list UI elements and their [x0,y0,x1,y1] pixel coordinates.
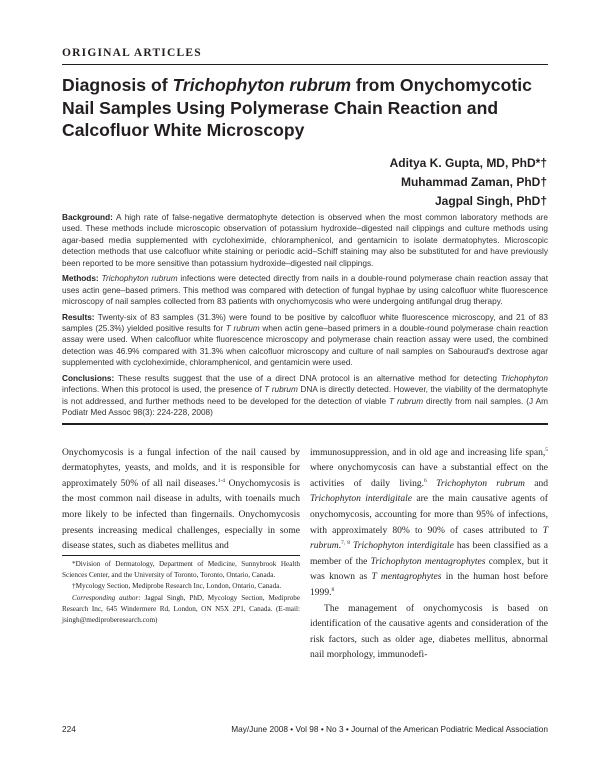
italic-text: Trichophyton [500,373,548,383]
italic-text: T mentagrophytes [371,571,442,583]
reference-superscript: 6 [424,477,427,484]
affiliation-footnote [62,581,300,592]
text-run: The management of onychomycosis is based on identification of the causative agents and consideration of the risk factors, such as older age, diabetes mellitus, abnormal nail morphology, immunodefi- [310,602,548,661]
page-footer [62,724,548,736]
abstract-methods [62,273,548,307]
text-run: are the main causative agents of onychomycosis, accounting for more than 95% of infections, with approximately 80% to 90% of cases attributed to [310,493,548,536]
abstract-background [62,212,548,269]
italic-text: Trichophyton rubrum [436,477,525,489]
footnotes [62,559,300,627]
text-run: in the human host before 1999. [310,571,548,598]
abstract-label: Methods: [62,274,99,284]
affiliation-footnote [62,559,300,582]
abstract-conclusions [62,373,548,419]
article-content [62,212,548,663]
text-run: Jagpal Singh, PhD, Mycology Section, Mediprobe Research Inc, 645 Windermere Rd, London, ON N5X 2P1, Canada. (E-mail: jsingh@mediproberesearch.com) [62,593,301,625]
text-run: *Division of Dermatology, Department of Medicine, Sunnybrook Health Sciences Center, and the University of Toronto, Toronto, Ontario, Canada. [62,559,300,580]
text-run: These results suggest that the use of a direct DNA protocol is an alternative method for detecting [114,373,501,383]
reference-superscript: 1-4 [217,477,226,484]
italic-text: Trichophyton interdigitale [353,540,454,552]
text-run: Onychomycosis is the most common nail disease in adults, with toenails much more likely to be infected than fingernails. Onychomycosis presents increasing medical challenges, especially in some disease states, such as diabetes mellitus and [62,477,300,552]
text-run: directly from nail samples. (J Am Podiatr Med Assoc 98(3): 224-228, 2008) [62,396,548,418]
body-paragraph [310,445,548,601]
reference-superscript: 7, 8 [341,540,350,547]
body-paragraph [310,601,548,663]
italic-text: T rubrum [310,524,548,552]
article-title [62,74,542,142]
text-run: and [524,477,549,489]
footnote-divider [62,555,300,556]
italic-text: T rubrum [389,396,424,406]
italic-text: Trichophyton rubrum [172,75,352,95]
abstract-label: Results: [62,312,95,322]
corresponding-author-footnote [62,593,300,627]
italic-text: Corresponding author: [72,593,141,602]
body-column-right [310,445,548,663]
text-run: A high rate of false-negative dermatophyte detection is observed when the most common laboratory methods are used. These methods include microscopic observation of potassium hydroxide–digested nail clippings and culture methods using agar-based media supplemented with cycloheximide, chloramphenicol, and gentamicin to isolate dermatophytes. Microscopic detection methods that use calcofluor white staining or periodic acid–Schiff staining may also be substituted for and have previously been reported to be more sensitive than potassium hydroxide–digested nail clippings. [62,213,548,268]
text-run: infections. When this protocol is used, the presence of [62,385,265,395]
text-run: . [338,540,342,552]
abstract-label: Background: [62,213,113,222]
abstract-label: Conclusions: [62,373,115,383]
text-run: from Onychomycotic Nail Samples Using Polymerase Chain Reaction and Calcofluor White Microscopy [62,75,532,140]
author: Jagpal Singh, PhD† [434,194,547,208]
abstract-divider [62,423,548,425]
italic-text: Trichophyton interdigitale [310,493,413,505]
text-run: Twenty-six of 83 samples (31.3%) were found to be positive by calcofluor white fluorescence microscopy, and 21 of 83 samples (25.3%) yielded positive results for [62,312,548,334]
text-run: DNA is directly detected. However, the viability of the dermatophyte is not addressed, and further methods need to be developed for the detection of viable [62,385,548,406]
text-run: immunosuppression, and in old age and increasing life span, [310,446,546,458]
section-heading: ORIGINAL ARTICLES [62,47,202,59]
author-list [390,154,547,211]
body-column-left [62,445,300,663]
journal-citation: May/June 2008 • Vol 98 • No 3 • Journal of the American Podiatric Medical Association [231,724,548,734]
section-divider [62,64,548,65]
page-number: 224 [62,724,76,734]
text-run: Diagnosis of [62,75,173,95]
body-columns [62,445,548,663]
text-run: Onychomycosis is a fungal infection of the nail caused by dermatophytes, yeasts, and molds, and it is responsible for approximately 50% of all nail diseases. [62,446,300,489]
reference-superscript: 8 [331,586,335,593]
italic-text: T rubrum [264,385,298,395]
abstract [62,212,548,418]
reference-superscript: 5 [545,446,548,453]
text-run [427,478,436,489]
author: Aditya K. Gupta, MD, PhD*† [389,156,547,170]
italic-text: T rubrum [225,324,260,334]
text-run: complex, but it was known as [310,555,548,583]
text-run: when actin gene–based primers in a double-round polymerase chain reaction assay were used. When calcofluor white fluorescence microscopy and polymerase chain reaction assay were used, the combined detection was 46.9% compared with 31.3% when calcofluor microscopy and culture of nail samples on Sabouraud's dextrose agar supplemented with cycloheximide, chloramphenicol, and gentamicin were used. [62,324,548,368]
abstract-results [62,312,548,369]
text-run: where onychomycosis can have a substantial effect on the activities of daily living. [310,462,548,489]
italic-text: Trichophyton rubrum [101,274,178,284]
body-paragraph [62,445,300,554]
text-run: infections were detected directly from nails in a double-round polymerase chain reaction assay that uses actin gene–based primers. This method was compared with detection of fungal hyphae by using calcofluor white fluorescence microscopy of nail samples collected from 83 patients with onychomycosis who were undergoing antifungal drug therapy. [62,274,548,307]
italic-text: Trichophyton mentagrophytes [370,555,486,567]
text-run: †Mycology Section, Mediprobe Research Inc, London, Ontario, Canada. [72,582,282,591]
text-run: has been classified as a member of the [310,540,548,567]
author: Muhammad Zaman, PhD† [400,175,547,189]
